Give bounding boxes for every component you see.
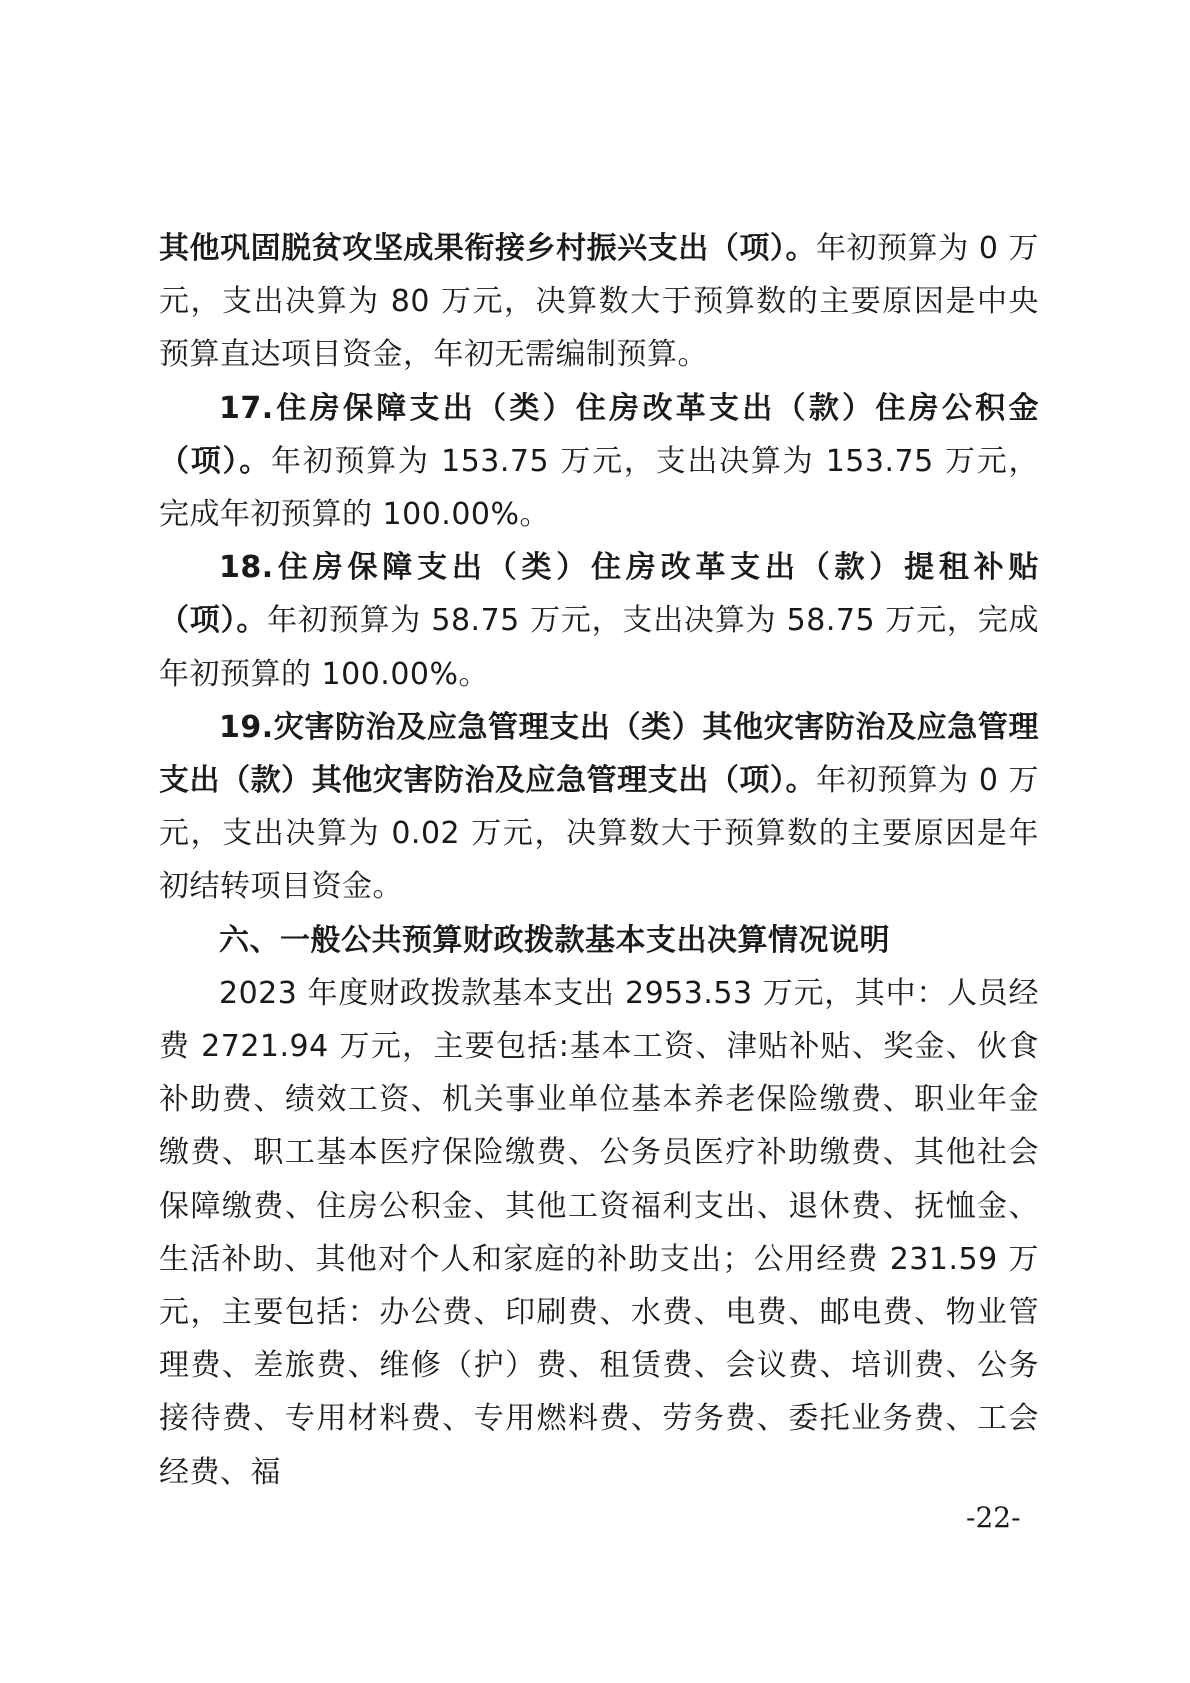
paragraph-text: 年初预算为 0 万元，支出决算为 0.02 万元，决算数大于预算数的主要原因是年初结转项目资金。 — [159, 763, 1039, 905]
paragraph-text: 年初预算为 153.75 万元，支出决算为 153.75 万元，完成年初预算的 100.00%。 — [159, 443, 1039, 533]
section-heading: 六、一般公共预算财政拨款基本支出决算情况说明 — [219, 922, 890, 958]
paragraph-heading: 其他巩固脱贫攻坚成果衔接乡村振兴支出（项）。 — [159, 231, 817, 266]
paragraph-heading: 18.住房保障支出（类）住房改革支出（款）提租补贴（项）。 — [159, 550, 1039, 639]
paragraph-disaster-prevention — [159, 701, 1039, 914]
paragraph-text: 年初预算为 58.75 万元，支出决算为 58.75 万元，完成年初预算的 100.00%。 — [159, 603, 1039, 692]
paragraph-housing-fund — [159, 382, 1039, 542]
paragraph-text: 年初预算为 0 万元，支出决算为 80 万元，决算数大于预算数的主要原因是中央预算直达项目资金，年初无需编制预算。 — [159, 231, 1039, 373]
paragraph-rent-subsidy — [159, 541, 1039, 701]
document-body — [159, 222, 1039, 1499]
page-number: -22- — [966, 1501, 1021, 1534]
paragraph-heading: 19.灾害防治及应急管理支出（类）其他灾害防治及应急管理支出（款）其他灾害防治及应急管理支出（项）。 — [159, 709, 1039, 799]
paragraph-rural-revitalization — [159, 222, 1039, 382]
paragraph-heading: 17.住房保障支出（类）住房改革支出（款）住房公积金（项）。 — [159, 390, 1039, 479]
paragraph-basic-expenditure: 2023 年度财政拨款基本支出 2953.53 万元，其中：人员经费 2721.94 万元，主要包括:基本工资、津贴补贴、奖金、伙食补助费、绩效工资、机关事业单位基本养老保险缴费、职业年金缴费、职工基本医疗保险缴费、公务员医疗补助缴费、其他社会保障缴费、住房公积金、其他工资福利支出、退休费、抚恤金、生活补助、其他对个人和家庭的补助支出；公用经费 231.59 万元，主要包括：办公费、印刷费、水费、电费、邮电费、物业管理费、差旅费、维修（护）费、租赁费、会议费、培训费、公务接待费、专用材料费、专用燃料费、劳务费、委托业务费、工会经费、福 — [159, 975, 1039, 1490]
